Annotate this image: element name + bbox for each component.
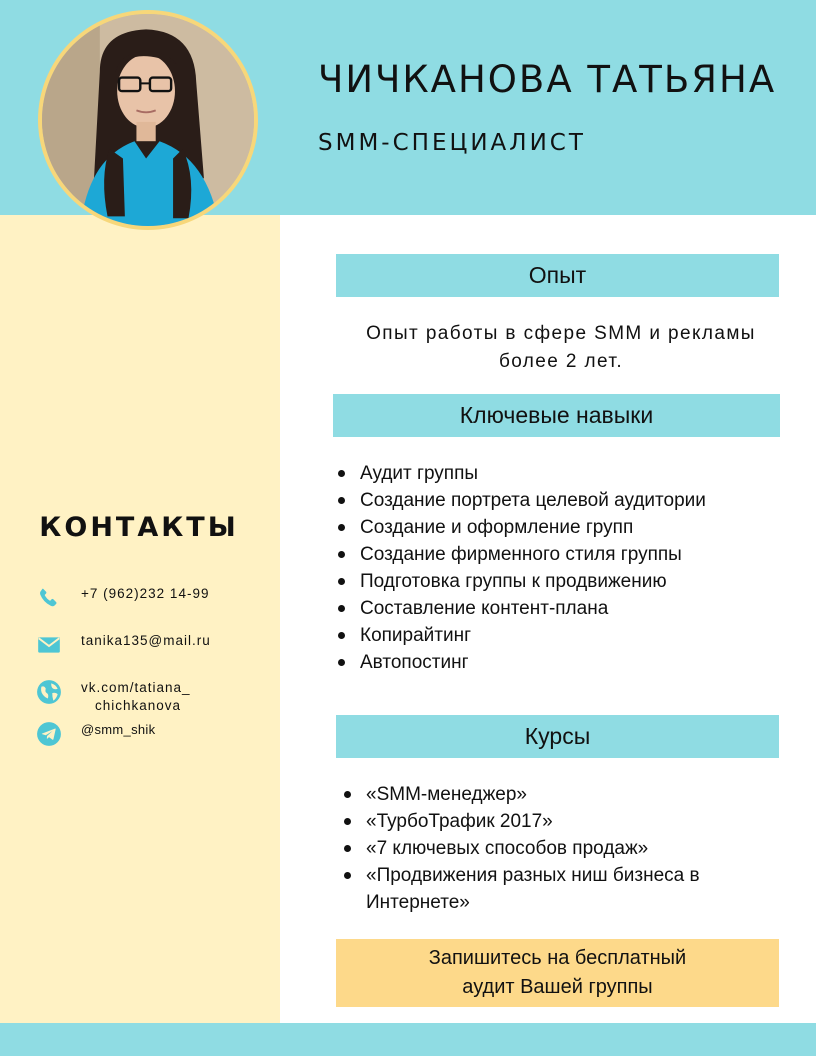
courses-list — [342, 781, 762, 916]
job-title: SMM-СПЕЦИАЛИСТ — [318, 130, 586, 156]
person-name: ЧИЧКАНОВА ТАТЬЯНА — [318, 58, 777, 101]
courses-heading: Курсы — [336, 715, 779, 758]
globe-icon — [36, 679, 62, 705]
contact-telegram — [36, 721, 155, 747]
footer-band — [0, 1023, 816, 1056]
list-item: Создание и оформление групп — [336, 514, 786, 541]
telegram-handle: @smm_shik — [81, 722, 156, 737]
cta-button[interactable] — [336, 939, 779, 1007]
contacts-heading: КОНТАКТЫ — [39, 512, 239, 543]
list-item: Автопостинг — [336, 649, 786, 676]
experience-heading: Опыт — [336, 254, 779, 297]
contact-email — [36, 632, 211, 658]
portrait-image — [42, 14, 254, 226]
vk-link[interactable] — [81, 679, 191, 715]
skills-heading: Ключевые навыки — [333, 394, 780, 437]
phone-number: +7 (962)232 14-99 — [81, 586, 210, 601]
telegram-icon — [36, 721, 62, 747]
list-item: Создание фирменного стиля группы — [336, 541, 786, 568]
email-address: tanika135@mail.ru — [81, 633, 211, 648]
experience-text-line2: более 2 лет. — [498, 351, 624, 372]
email-icon — [36, 632, 62, 658]
sidebar — [0, 215, 280, 1023]
profile-photo — [38, 10, 258, 230]
list-item: «SMM-менеджер» — [342, 781, 762, 808]
vk-link-line1: vk.com/tatiana_ — [81, 680, 191, 695]
phone-icon — [36, 585, 62, 611]
list-item: Копирайтинг — [336, 622, 786, 649]
list-item: Подготовка группы к продвижению — [336, 568, 786, 595]
experience-text-line1: Опыт работы в сфере SMM и рекламы — [366, 323, 756, 344]
list-item: «Продвижения разных ниш бизнеса в Интернете» — [342, 862, 762, 916]
list-item: «ТурбоТрафик 2017» — [342, 808, 762, 835]
contact-vk — [36, 679, 191, 715]
list-item: «7 ключевых способов продаж» — [342, 835, 762, 862]
skills-list — [336, 460, 786, 676]
contact-phone — [36, 585, 209, 611]
list-item: Составление контент-плана — [336, 595, 786, 622]
vk-link-line2: chichkanova — [95, 698, 182, 713]
list-item: Аудит группы — [336, 460, 786, 487]
experience-text — [338, 320, 784, 376]
cta-line1: Запишитесь на бесплатный — [428, 947, 687, 969]
list-item: Создание портрета целевой аудитории — [336, 487, 786, 514]
cta-line2: аудит Вашей группы — [462, 976, 653, 998]
